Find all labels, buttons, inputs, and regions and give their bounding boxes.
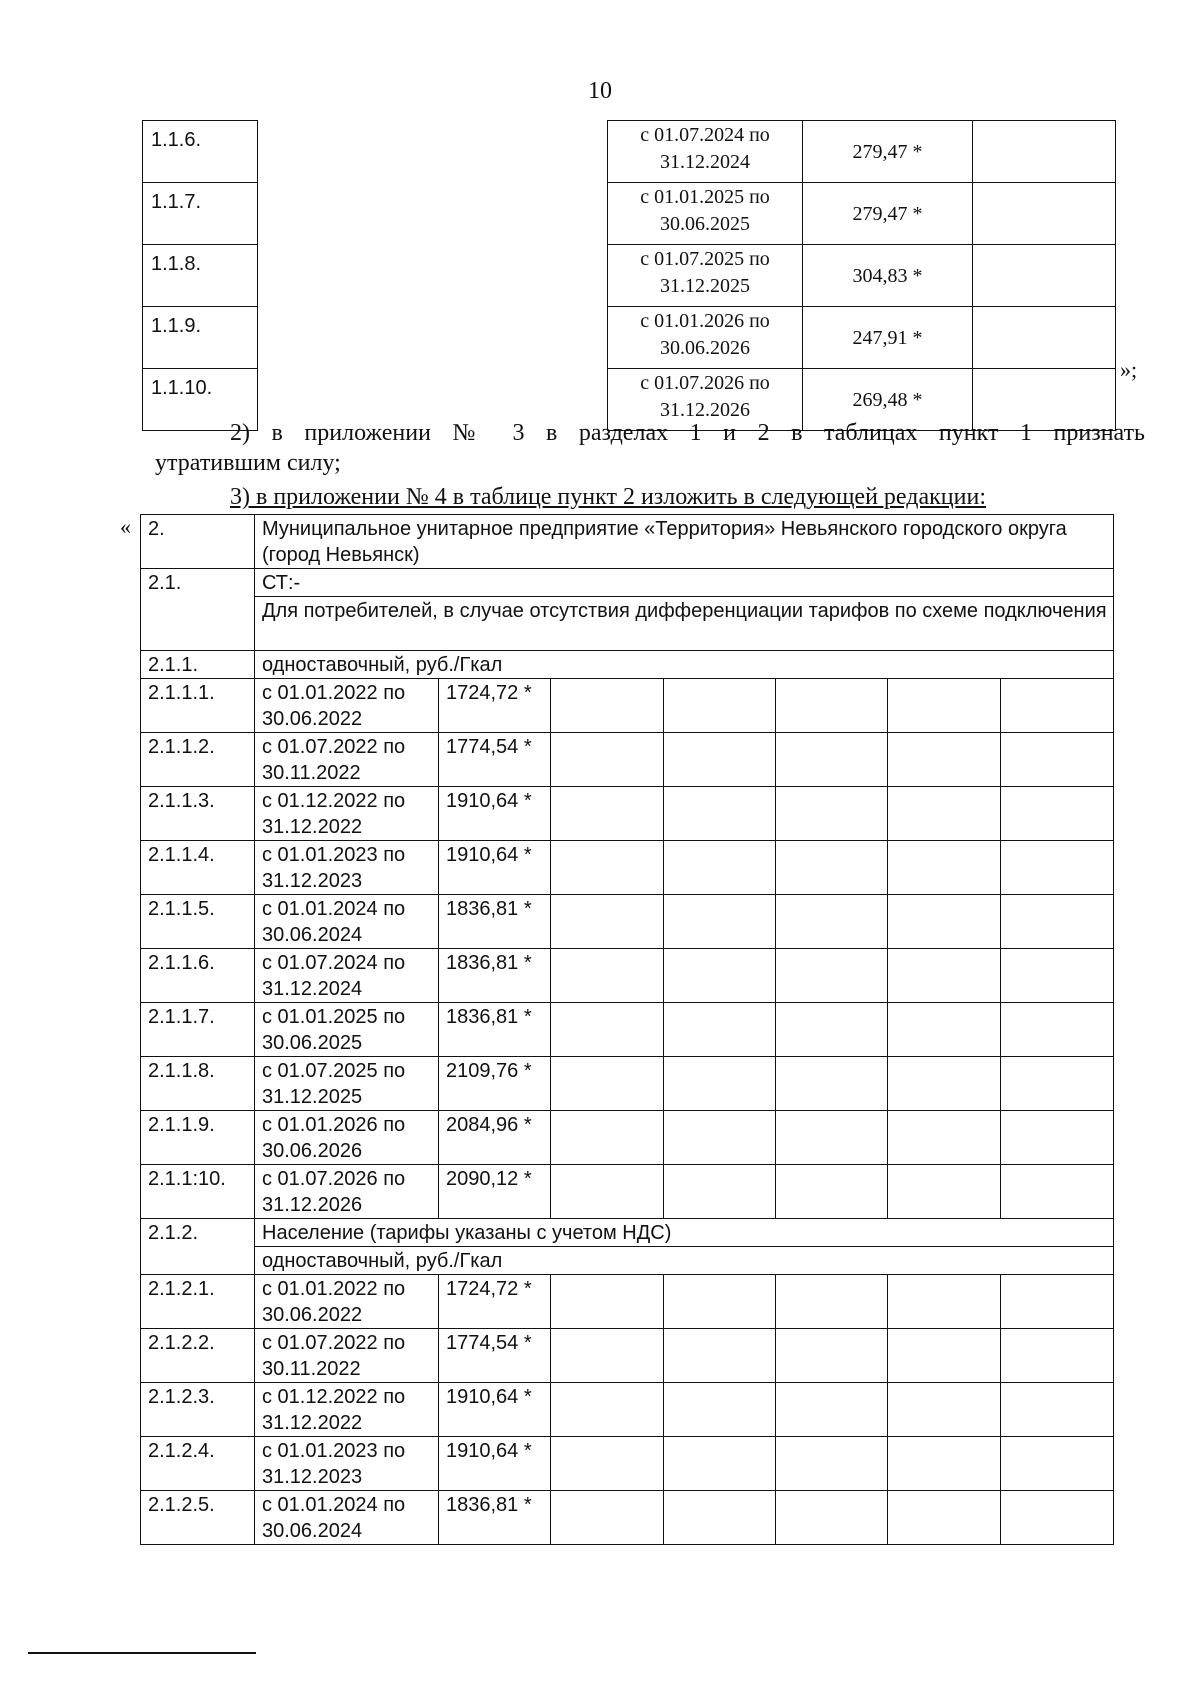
row-number: 2.1.2.5. — [141, 1491, 255, 1545]
empty-cell — [551, 1165, 664, 1219]
tariff-row — [143, 121, 1116, 183]
row-period: с 01.01.2026 по 30.06.2026 — [608, 307, 803, 369]
row-value: 1836,81 * — [439, 1003, 551, 1057]
empty-cell — [1001, 1329, 1114, 1383]
empty-cell — [1001, 787, 1114, 841]
tariff-row — [141, 1437, 1114, 1491]
empty-cell — [1001, 1491, 1114, 1545]
empty-cell — [258, 183, 608, 245]
empty-cell — [664, 949, 776, 1003]
row-number: 2.1.1.5. — [141, 895, 255, 949]
paragraph-item-2-line1: 2) в приложении № 3 в разделах 1 и 2 в таблицах пункт 1 признать — [230, 420, 1145, 446]
row-period: с 01.07.2024 по 31.12.2024 — [255, 949, 439, 1003]
row-number: 2.1.1.3. — [141, 787, 255, 841]
row-period: с 01.07.2022 по 30.11.2022 — [255, 1329, 439, 1383]
row-number: 2.1.1.6. — [141, 949, 255, 1003]
empty-cell — [1001, 1437, 1114, 1491]
empty-cell — [776, 841, 888, 895]
tariff-row — [141, 787, 1114, 841]
empty-cell — [776, 895, 888, 949]
row-value: 1836,81 * — [439, 1491, 551, 1545]
row-period: с 01.12.2022 по 31.12.2022 — [255, 1383, 439, 1437]
empty-cell — [664, 1003, 776, 1057]
empty-cell — [551, 1003, 664, 1057]
row-value: 1910,64 * — [439, 841, 551, 895]
tariff-row — [141, 1383, 1114, 1437]
subsection2-label: Население (тарифы указаны с учетом НДС) — [255, 1219, 1114, 1247]
empty-cell — [776, 1329, 888, 1383]
row-value: 279,47 * — [803, 183, 973, 245]
empty-cell — [888, 1437, 1001, 1491]
tariff-row — [141, 1111, 1114, 1165]
tariff-table-continuation — [142, 120, 1116, 431]
empty-cell — [1001, 949, 1114, 1003]
empty-cell — [776, 1437, 888, 1491]
empty-cell — [1001, 1111, 1114, 1165]
subsection2-row — [141, 1219, 1114, 1247]
row-number: 1.1.6. — [143, 121, 258, 183]
empty-cell — [888, 1491, 1001, 1545]
empty-cell — [664, 733, 776, 787]
empty-cell — [888, 1275, 1001, 1329]
subsection2-sublabel: одноставочный, руб./Гкал — [255, 1247, 1114, 1275]
org-name: Муниципальное унитарное предприятие «Территория» Невьянского городского округа (город Невьянск) — [255, 515, 1114, 569]
row-period: с 01.01.2022 по 30.06.2022 — [255, 679, 439, 733]
empty-cell — [1001, 733, 1114, 787]
empty-cell — [1001, 895, 1114, 949]
empty-cell — [888, 1057, 1001, 1111]
row-period: с 01.07.2025 по 31.12.2025 — [255, 1057, 439, 1111]
empty-cell — [776, 949, 888, 1003]
empty-cell — [1001, 679, 1114, 733]
tariff-row — [141, 841, 1114, 895]
section-label: СТ:- — [255, 569, 1114, 597]
row-period: с 01.01.2023 по 31.12.2023 — [255, 841, 439, 895]
section-row — [141, 569, 1114, 597]
row-value: 247,91 * — [803, 307, 973, 369]
row-number: 2.1.1.9. — [141, 1111, 255, 1165]
empty-cell — [664, 1437, 776, 1491]
row-value: 269,48 * — [803, 369, 973, 431]
empty-cell — [888, 1111, 1001, 1165]
empty-cell — [776, 1003, 888, 1057]
empty-cell — [551, 949, 664, 1003]
row-period: с 01.01.2024 по 30.06.2024 — [255, 895, 439, 949]
row-period: с 01.01.2023 по 31.12.2023 — [255, 1437, 439, 1491]
empty-cell — [551, 733, 664, 787]
row-period: с 01.07.2022 по 30.11.2022 — [255, 733, 439, 787]
empty-cell — [1001, 1383, 1114, 1437]
row-value: 1724,72 * — [439, 679, 551, 733]
tariff-row — [141, 1491, 1114, 1545]
row-number: 2.1.1.2. — [141, 733, 255, 787]
empty-cell — [551, 1275, 664, 1329]
empty-cell — [664, 1165, 776, 1219]
empty-cell — [776, 787, 888, 841]
row-value: 1724,72 * — [439, 1275, 551, 1329]
tariff-row — [141, 1329, 1114, 1383]
empty-cell — [664, 787, 776, 841]
empty-cell — [551, 841, 664, 895]
tariff-row — [141, 949, 1114, 1003]
empty-cell — [888, 787, 1001, 841]
opening-quote-mark: « — [120, 514, 131, 539]
empty-cell — [258, 307, 608, 369]
empty-cell — [1001, 841, 1114, 895]
empty-cell — [888, 895, 1001, 949]
row-number: 2.1.2.1. — [141, 1275, 255, 1329]
row-value: 1836,81 * — [439, 895, 551, 949]
closing-quote-mark: »; — [1120, 357, 1138, 382]
row-period: с 01.07.2026 по 31.12.2026 — [255, 1165, 439, 1219]
tariff-row — [141, 1275, 1114, 1329]
paragraph-item-3 — [230, 482, 1130, 512]
empty-cell — [776, 733, 888, 787]
tariff-row — [143, 183, 1116, 245]
row-number: 1.1.7. — [143, 183, 258, 245]
empty-cell — [888, 1329, 1001, 1383]
empty-cell — [776, 1165, 888, 1219]
empty-cell — [888, 1165, 1001, 1219]
empty-cell — [776, 1491, 888, 1545]
empty-cell — [664, 1111, 776, 1165]
row-period: с 01.12.2022 по 31.12.2022 — [255, 787, 439, 841]
tariff-row — [141, 679, 1114, 733]
row-period: с 01.01.2024 по 30.06.2024 — [255, 1491, 439, 1545]
row-period: с 01.01.2026 по 30.06.2026 — [255, 1111, 439, 1165]
row-value: 2084,96 * — [439, 1111, 551, 1165]
row-number: 2.1.1.1. — [141, 679, 255, 733]
row-number: 2.1.2.3. — [141, 1383, 255, 1437]
empty-cell — [258, 245, 608, 307]
empty-cell — [1001, 1057, 1114, 1111]
page-number: 10 — [588, 78, 612, 104]
empty-cell — [664, 895, 776, 949]
empty-cell — [551, 1491, 664, 1545]
empty-cell — [664, 1057, 776, 1111]
empty-cell — [888, 1383, 1001, 1437]
paragraph-item-3-text: 3) в приложении № 4 в таблице пункт 2 изложить в следующей редакции: — [230, 484, 986, 510]
row-number: 1.1.9. — [143, 307, 258, 369]
row-period: с 01.07.2025 по 31.12.2025 — [608, 245, 803, 307]
tariff-row — [143, 245, 1116, 307]
empty-cell — [888, 733, 1001, 787]
row-period: с 01.01.2025 по 30.06.2025 — [255, 1003, 439, 1057]
empty-cell — [888, 949, 1001, 1003]
org-row — [141, 515, 1114, 569]
empty-cell — [776, 679, 888, 733]
empty-cell — [664, 679, 776, 733]
row-value: 1836,81 * — [439, 949, 551, 1003]
consumers-row — [141, 597, 1114, 651]
empty-cell — [664, 1329, 776, 1383]
subsection1-number: 2.1.1. — [141, 651, 255, 679]
empty-cell — [1001, 1275, 1114, 1329]
paragraph-item-2-line2: утратившим силу; — [155, 450, 341, 476]
row-value: 1910,64 * — [439, 1437, 551, 1491]
row-number: 2.1.1.8. — [141, 1057, 255, 1111]
empty-cell — [1001, 1003, 1114, 1057]
tariff-row — [141, 733, 1114, 787]
consumers-label: Для потребителей, в случае отсутствия дифференциации тарифов по схеме подключения — [255, 597, 1114, 651]
empty-cell — [664, 1275, 776, 1329]
tariff-row — [141, 895, 1114, 949]
empty-cell — [776, 1275, 888, 1329]
row-number: 2.1.2.2. — [141, 1329, 255, 1383]
row-number: 1.1.8. — [143, 245, 258, 307]
empty-cell — [888, 1003, 1001, 1057]
empty-cell — [551, 1057, 664, 1111]
empty-cell — [551, 1111, 664, 1165]
empty-cell — [664, 841, 776, 895]
empty-cell — [888, 841, 1001, 895]
empty-cell — [973, 183, 1116, 245]
empty-cell — [776, 1383, 888, 1437]
row-number: 2.1.1.4. — [141, 841, 255, 895]
empty-cell — [888, 679, 1001, 733]
empty-cell — [973, 307, 1116, 369]
tariff-table-item-2 — [140, 514, 1114, 1545]
row-number: 2.1.1.7. — [141, 1003, 255, 1057]
row-value: 279,47 * — [803, 121, 973, 183]
empty-cell — [258, 121, 608, 183]
empty-cell — [776, 1057, 888, 1111]
tariff-row — [141, 1003, 1114, 1057]
row-number: 2.1.2.4. — [141, 1437, 255, 1491]
subsection2-sublabel-row — [141, 1247, 1114, 1275]
row-value: 1774,54 * — [439, 1329, 551, 1383]
subsection2-number: 2.1.2. — [141, 1219, 255, 1275]
row-value: 1774,54 * — [439, 733, 551, 787]
empty-cell — [664, 1383, 776, 1437]
empty-cell — [551, 787, 664, 841]
row-value: 304,83 * — [803, 245, 973, 307]
row-value: 1910,64 * — [439, 1383, 551, 1437]
empty-cell — [776, 1111, 888, 1165]
empty-cell — [1001, 1165, 1114, 1219]
row-period: с 01.07.2026 по 31.12.2026 — [608, 369, 803, 431]
subsection1-label: одноставочный, руб./Гкал — [255, 651, 1114, 679]
tariff-row — [141, 1165, 1114, 1219]
row-period: с 01.07.2024 по 31.12.2024 — [608, 121, 803, 183]
tariff-row — [141, 1057, 1114, 1111]
empty-cell — [973, 245, 1116, 307]
row-number: 1.1.10. — [143, 369, 258, 431]
empty-cell — [551, 1437, 664, 1491]
empty-cell — [551, 895, 664, 949]
subsection1-row — [141, 651, 1114, 679]
empty-cell — [551, 679, 664, 733]
footnote-rule — [28, 1652, 256, 1654]
row-number: 2.1.1:10. — [141, 1165, 255, 1219]
section-number: 2.1. — [141, 569, 255, 651]
row-period: с 01.01.2025 по 30.06.2025 — [608, 183, 803, 245]
empty-cell — [973, 121, 1116, 183]
org-number: 2. — [141, 515, 255, 569]
tariff-row — [143, 307, 1116, 369]
paragraph-item-2 — [155, 418, 1145, 478]
row-value: 2109,76 * — [439, 1057, 551, 1111]
empty-cell — [551, 1383, 664, 1437]
row-value: 2090,12 * — [439, 1165, 551, 1219]
row-value: 1910,64 * — [439, 787, 551, 841]
empty-cell — [551, 1329, 664, 1383]
empty-cell — [664, 1491, 776, 1545]
row-period: с 01.01.2022 по 30.06.2022 — [255, 1275, 439, 1329]
